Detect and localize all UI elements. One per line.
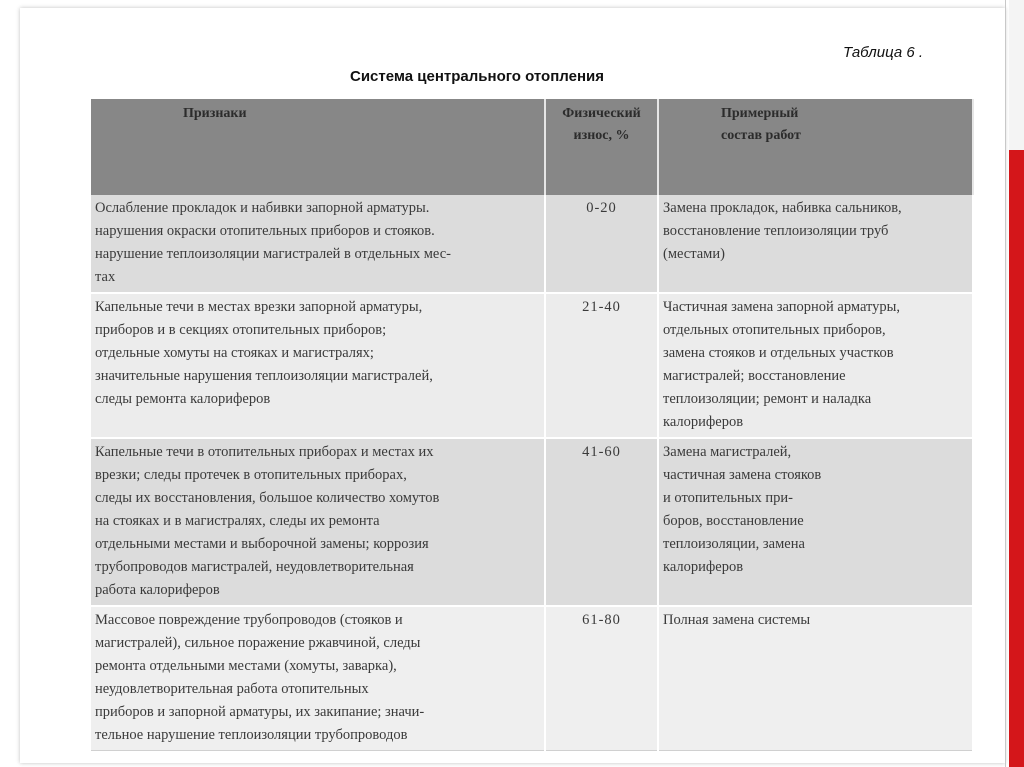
side-accent-bar <box>1009 150 1024 767</box>
header-wear: Физический износ, % <box>545 99 658 195</box>
table-number-label: Таблица 6 . <box>843 44 924 61</box>
table-row <box>91 195 973 293</box>
cell-signs: Капельные течи в отопительных приборах и местах их врезки; следы протечек в отопительных приборах, следы их восстановления, большое количество хомутов на стояках и в магистралях, следы их ремонта отдельными местами и выборочной замены; коррозия трубопроводов магистралей, неудовлетворительная работа калориферов <box>91 438 545 606</box>
cell-signs: Массовое повреждение трубопроводов (стояков и магистралей), сильное поражение ржавчиной, следы ремонта отдельными местами (хомуты, заварка), неудовлетворительная работа отопительных приборов и запорной арматуры, их закипание; значи- тельное нарушение теплоизоляции трубопроводов <box>91 606 545 751</box>
header-signs: Признаки <box>91 99 545 195</box>
header-works: Примерный состав работ <box>658 99 973 195</box>
document-title: Система центрального отопления <box>350 68 604 85</box>
cell-works: Полная замена системы <box>658 606 973 751</box>
table-header-row <box>91 99 973 195</box>
cell-wear: 41-60 <box>545 438 658 606</box>
table-row <box>91 606 973 751</box>
cell-signs: Ослабление прокладок и набивки запорной арматуры. нарушения окраски отопительных приборов и стояков. нарушение теплоизоляции магистралей в отдельных мес- тах <box>91 195 545 293</box>
cell-wear: 21-40 <box>545 293 658 438</box>
cell-wear: 61-80 <box>545 606 658 751</box>
cell-works: Замена магистралей, частичная замена стояков и отопительных при- боров, восстановление теплоизоляции, замена калориферов <box>658 438 973 606</box>
side-bar-top <box>1009 0 1024 150</box>
wear-table <box>91 99 974 751</box>
slide-edge-line <box>1005 0 1006 767</box>
cell-works: Частичная замена запорной арматуры, отдельных отопительных приборов, замена стояков и отдельных участков магистралей; восстановление теплоизоляции; ремонт и наладка калориферов <box>658 293 973 438</box>
cell-signs: Капельные течи в местах врезки запорной арматуры, приборов и в секциях отопительных приборов; отдельные хомуты на стояках и магистралях; значительные нарушения теплоизоляции магистралей, следы ремонта калориферов <box>91 293 545 438</box>
cell-works: Замена прокладок, набивка сальников, восстановление теплоизоляции труб (местами) <box>658 195 973 293</box>
cell-wear: 0-20 <box>545 195 658 293</box>
table-row <box>91 293 973 438</box>
table-row <box>91 438 973 606</box>
